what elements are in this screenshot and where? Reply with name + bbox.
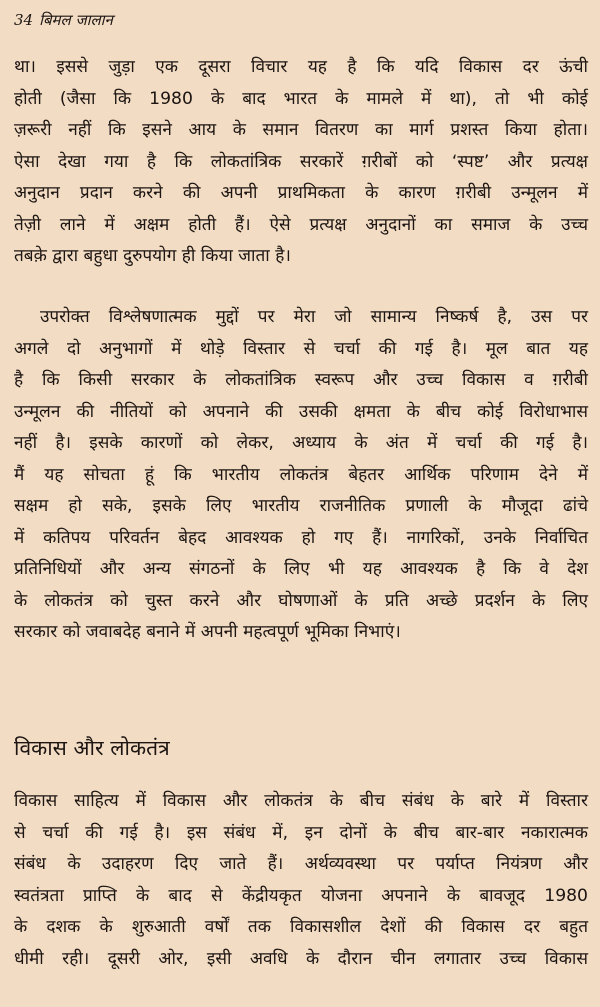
text-line: सरकार को जवाबदेह बनाने में अपनी महत्वपूर्ण भूमिका निभाएं। bbox=[14, 622, 401, 642]
text-line: विकास साहित्य में विकास और लोकतंत्र के बीच संबंध के बारे में विस्तार bbox=[14, 791, 588, 811]
text-line: था। इससे जुड़ा एक दूसरा विचार यह है कि यदि विकास दर ऊंची bbox=[14, 57, 588, 77]
text-line: के लोकतंत्र को चुस्त करने और घोषणाओं के प्रति अच्छे प्रदर्शन के लिए bbox=[14, 590, 588, 611]
section-heading: विकास और लोकतंत्र bbox=[14, 736, 170, 760]
paragraph-3 bbox=[14, 786, 588, 975]
text-line: से चर्चा की गई है। इस संबंध में, इन दोनों के बीच बार-बार नकारात्मक bbox=[14, 822, 588, 843]
text-line: तबक़े द्वारा बहुधा दुरुपयोग ही किया जाता है। bbox=[14, 246, 291, 266]
text-line: उपरोक्त विश्लेषणात्मक मुद्दों पर मेरा जो सामान्य निष्कर्ष है, उस पर bbox=[40, 307, 588, 327]
text-line: अगले दो अनुभागों में थोड़े विस्तार से चर्चा की गई है। मूल बात यह bbox=[14, 338, 588, 359]
text-line: प्रतिनिधियों और अन्य संगठनों के लिए भी यह आवश्यक है कि वे देश bbox=[14, 559, 588, 579]
text-line: धीमी रही। दूसरी ओर, इसी अवधि के दौरान चीन लगातार उच्च विकास bbox=[14, 948, 588, 969]
paragraph-2 bbox=[14, 302, 588, 649]
text-line: मैं यह सोचता हूं कि भारतीय लोकतंत्र बेहतर आर्थिक परिणाम देने में bbox=[14, 464, 588, 485]
text-line: अनुदान प्रदान करने की अपनी प्राथमिकता के कारण ग़रीबी उन्मूलन में bbox=[14, 183, 588, 203]
text-line: संबंध के उदाहरण दिए जाते हैं। अर्थव्यवस्था पर पर्याप्त नियंत्रण और bbox=[14, 854, 588, 874]
text-line: में कतिपय परिवर्तन बेहद आवश्यक हो गए हैं। नागरिकों, उनके निर्वाचित bbox=[14, 527, 588, 548]
text-line: स्वतंत्रता प्राप्ति के बाद से केंद्रीयकृत योजना अपनाने के बावजूद 1980 bbox=[14, 885, 588, 906]
text-line: होती (जैसा कि 1980 के बाद भारत के मामले में था), तो भी कोई bbox=[14, 88, 588, 109]
text-line: उन्मूलन की नीतियों को अपनाने की उसकी क्षमता के बीच कोई विरोधाभास bbox=[14, 401, 588, 422]
text-line: सक्षम हो सके, इसके लिए भारतीय राजनीतिक प्रणाली के मौजूदा ढांचे bbox=[14, 496, 588, 516]
page-number: 34 bbox=[14, 11, 34, 29]
text-line: नहीं है। इसके कारणों को लेकर, अध्याय के अंत में चर्चा की गई है। bbox=[14, 433, 588, 453]
running-header bbox=[14, 10, 113, 30]
running-title: बिमल जालान bbox=[39, 11, 113, 29]
paragraph-1 bbox=[14, 52, 588, 273]
text-line: है कि किसी सरकार के लोकतांत्रिक स्वरूप और उच्च विकास व ग़रीबी bbox=[14, 370, 588, 390]
text-line: तेज़ी लाने में अक्षम होती हैं। ऐसे प्रत्यक्ष अनुदानों का समाज के उच्च bbox=[14, 214, 588, 235]
text-line: के दशक के शुरुआती वर्षों तक विकासशील देशों की विकास दर बहुत bbox=[14, 917, 588, 937]
text-line: ज़रूरी नहीं कि इसने आय के समान वितरण का मार्ग प्रशस्त किया होता। bbox=[14, 120, 588, 140]
text-line: ऐसा देखा गया है कि लोकतांत्रिक सरकारें ग़रीबों को ‘स्पष्ट’ और प्रत्यक्ष bbox=[14, 151, 588, 172]
